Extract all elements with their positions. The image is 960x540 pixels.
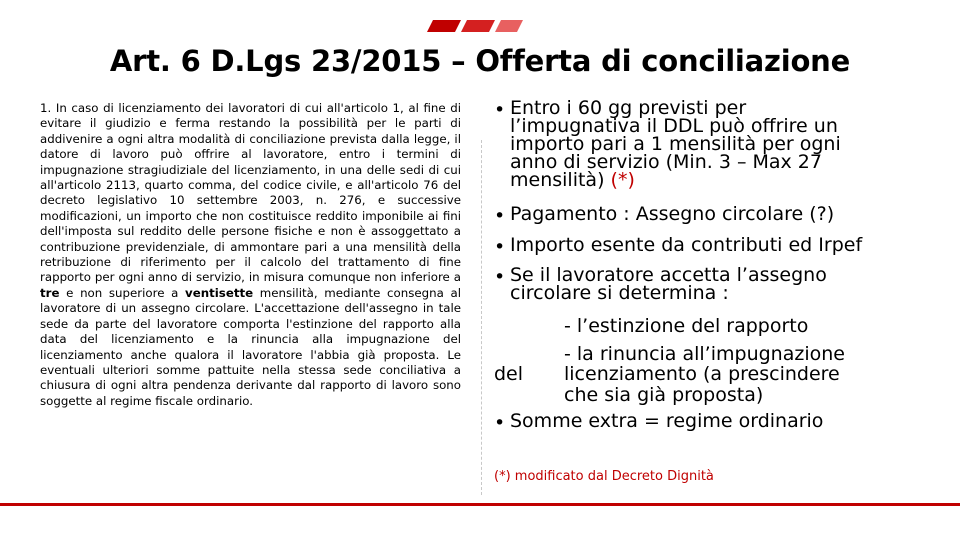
sub-licenziamento: licenziamento (a prescindere <box>564 363 840 385</box>
sub-del: del <box>494 363 524 385</box>
bullet-1-line-5: mensilità) <box>510 169 605 191</box>
bullet-3-text: Importo esente da contributi ed Irpef <box>510 234 863 256</box>
law-text-bold-tre: tre <box>40 285 60 300</box>
bullet-dot: • <box>494 205 506 227</box>
sub-estinzione: - l’estinzione del rapporto <box>564 315 809 337</box>
bottom-accent-bar <box>0 503 960 506</box>
slide-title: Art. 6 D.Lgs 23/2015 – Offerta di conciliazione <box>109 44 851 78</box>
bullet-dot: • <box>494 99 506 121</box>
column-divider <box>481 140 482 495</box>
bullet-1-line-3: importo pari a 1 mensilità per ogni <box>510 133 841 155</box>
bullet-1-line-1: Entro i 60 gg previsti per <box>510 97 747 119</box>
footnote: (*) modificato dal Decreto Dignità <box>494 469 714 484</box>
sub-proposta: che sia già proposta) <box>564 384 764 406</box>
bullet-4-line-1: Se il lavoratore accetta l’assegno <box>510 264 827 286</box>
bullet-dot: • <box>494 266 506 288</box>
decorative-logo-bars <box>423 20 523 32</box>
bullet-2-text: Pagamento : Assegno circolare (?) <box>510 203 835 225</box>
law-text-part-3: mensilità, mediante consegna al lavoratore di un assegno circolare. L'accettazione dell'assegno in tale sede da parte del lavoratore comporta l'estinzione del rapporto alla data del licenziamento e la rinuncia alla impugnazione del licenziamento anche qualora il lavoratore l'abbia già proposta. Le eventuali ulteriori somme pattuite nella stessa sede conciliativa a chiusura di ogni altra pendenza derivante dal rapporto di lavoro sono soggette al regime fiscale ordinario. <box>40 285 461 408</box>
law-text-bold-ventisette: ventisette <box>185 285 254 300</box>
bullet-1-line-2: l’impugnativa il DDL può offrire un <box>510 115 838 137</box>
modified-marker: (*) <box>610 169 635 191</box>
law-text-part-1: 1. In caso di licenziamento dei lavoratori di cui all'articolo 1, al fine di evitare il giudizio e ferma restando la possibilità per le parti di addivenire a ogni altra modalità di conciliazione prevista dalla legge, il datore di lavoro può offrire al lavoratore, entro i termini di impugnazione stragiudiziale del licenziamento, in una delle sedi di cui all'articolo 2113, quarto comma, del codice civile, e all'articolo 76 del decreto legislativo 10 settembre 2003, n. 276, e successive modificazioni, un importo che non costituisce reddito imponibile ai fini dell'imposta sul reddito delle persone fisiche e non è assoggettato a contribuzione previdenziale, di ammontare pari a una mensilità della retribuzione di riferimento per il calcolo del trattamento di fine rapporto per ogni anno di servizio, in misura comunque non inferiore a <box>40 101 461 285</box>
bullet-5-text: Somme extra = regime ordinario <box>510 410 824 432</box>
sub-rinuncia: - la rinuncia all’impugnazione <box>564 343 845 365</box>
bullet-1-line-4: anno di servizio (Min. 3 – Max 27 <box>510 151 822 173</box>
law-text <box>40 101 461 409</box>
bullet-dot: • <box>494 412 506 434</box>
bullet-dot: • <box>494 236 506 258</box>
bullet-4-line-2: circolare si determina : <box>510 282 729 304</box>
law-text-part-2: e non superiore a <box>59 285 186 300</box>
